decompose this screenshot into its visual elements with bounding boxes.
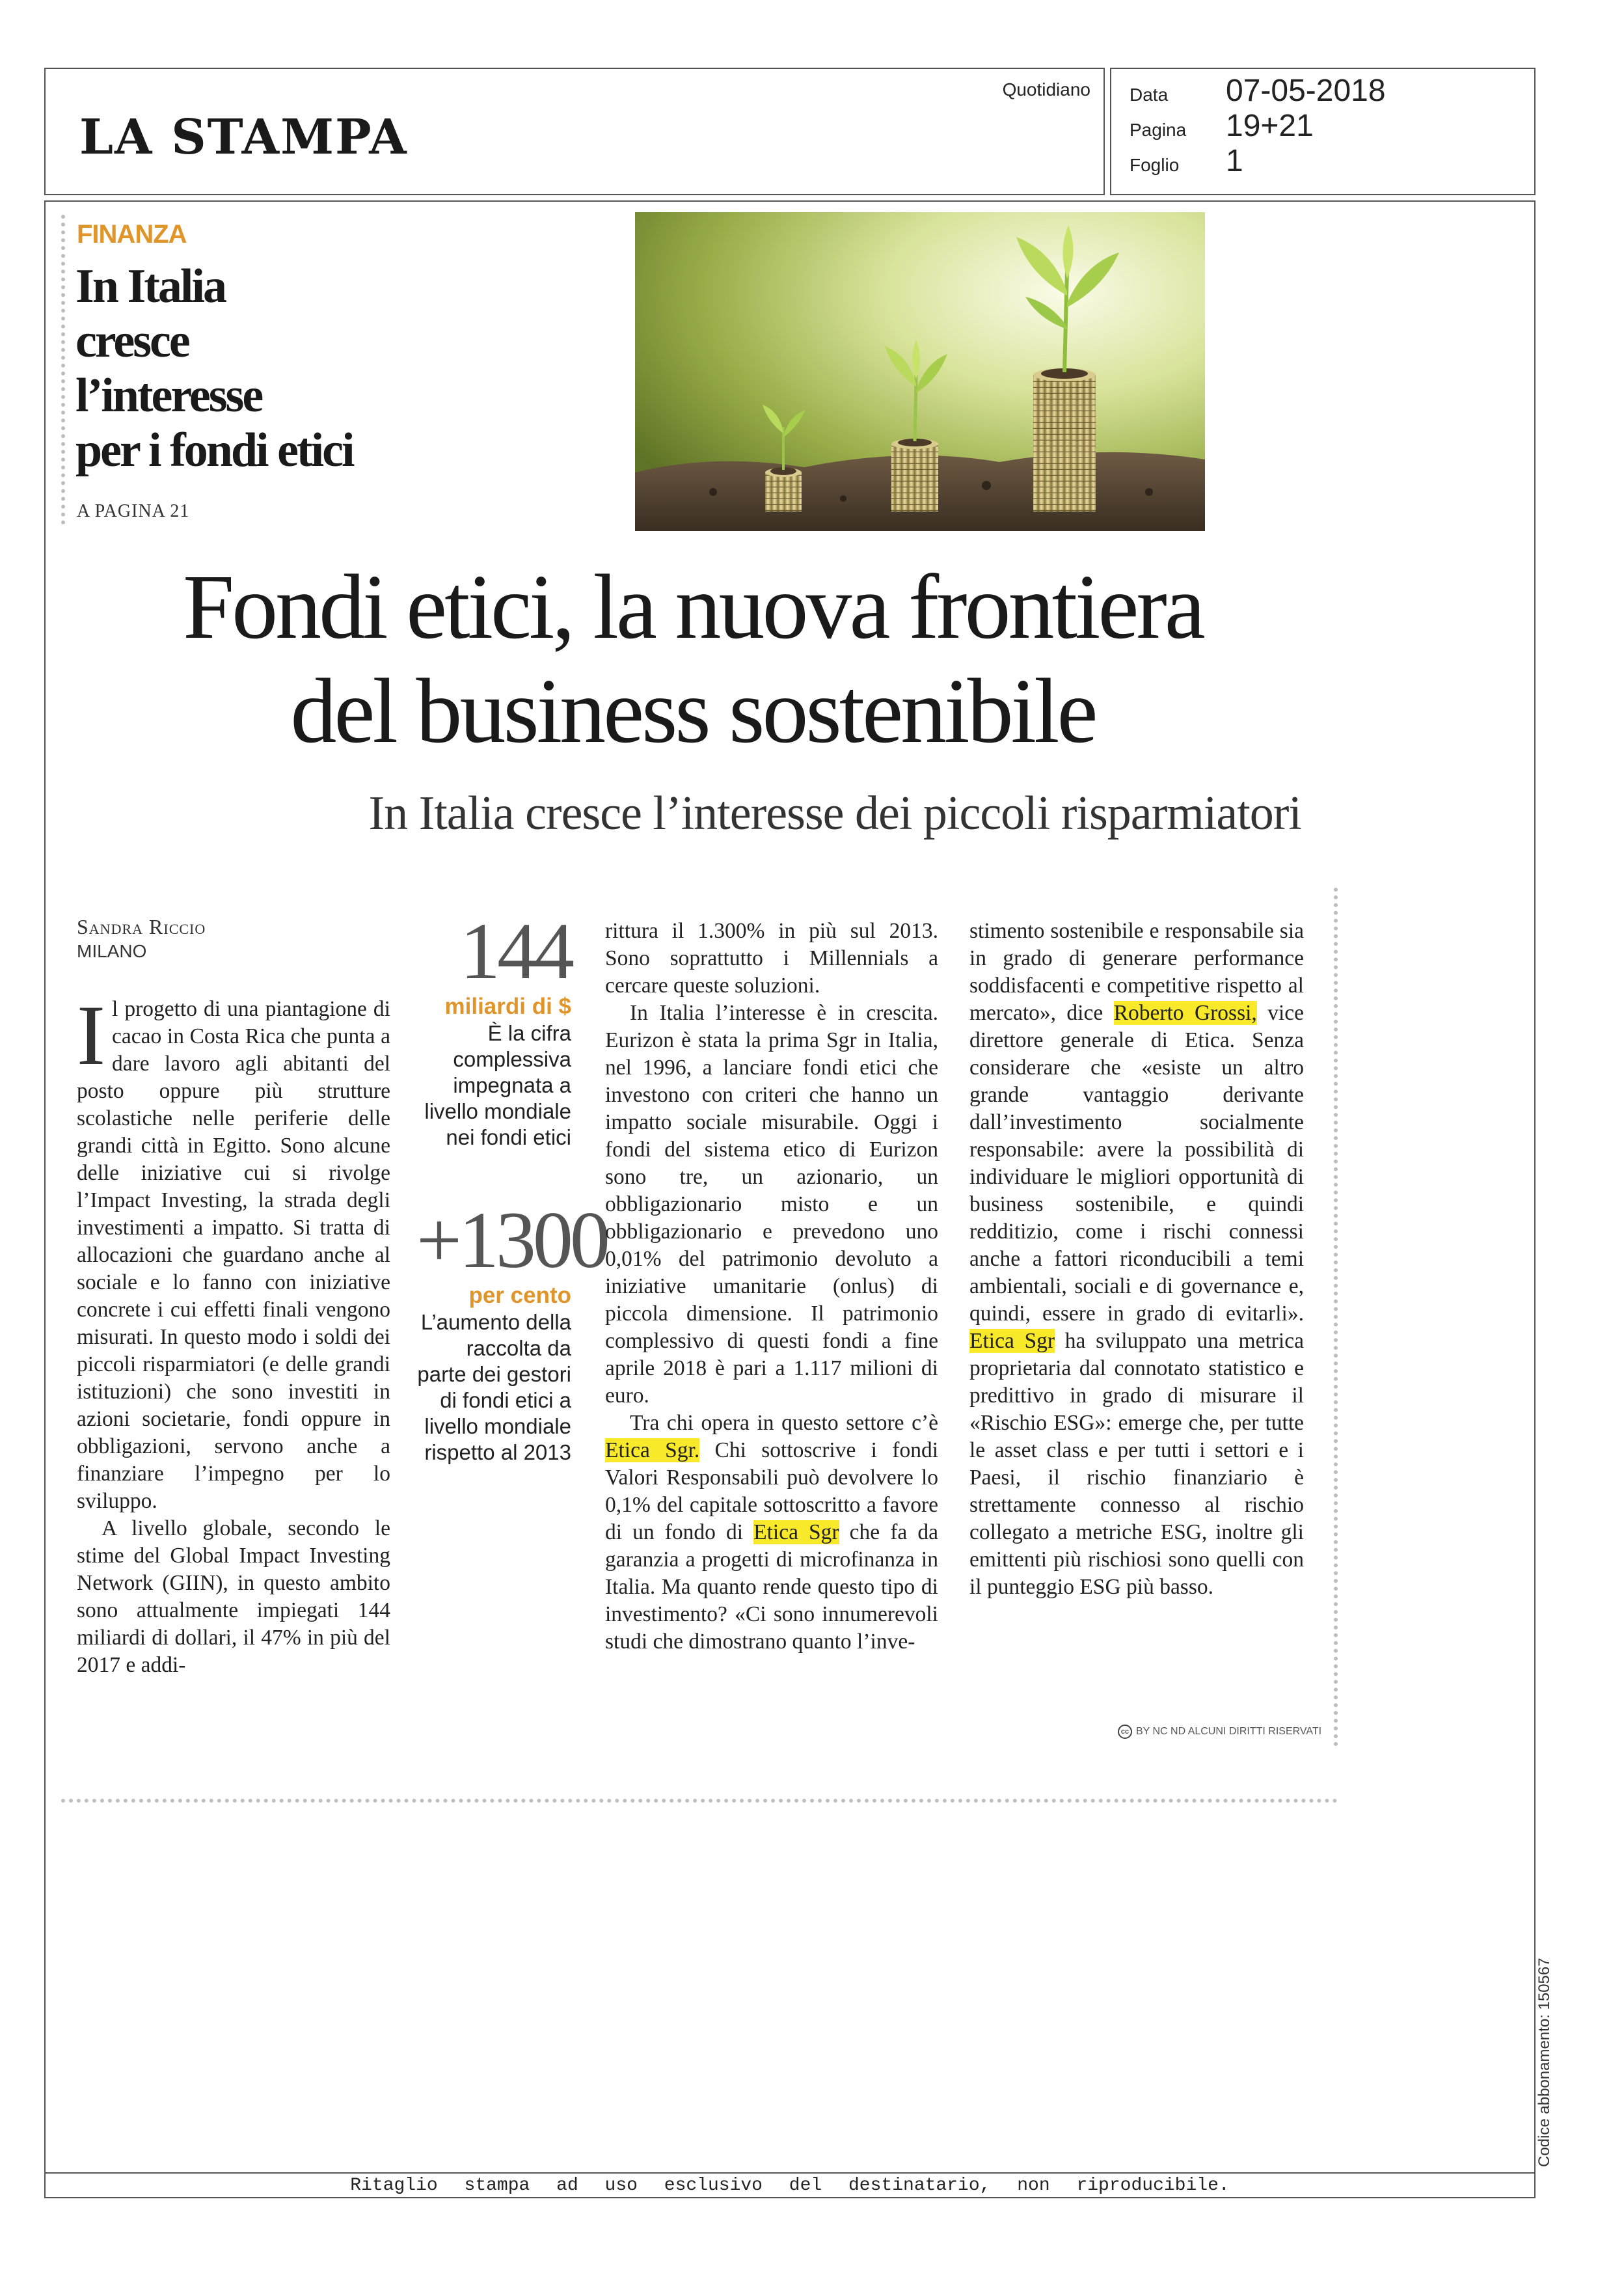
periodicity-label: Quotidiano [1002,79,1090,100]
teaser-title-line: l’interesse [75,369,262,422]
teaser-title-line: In Italia [75,260,226,313]
dateline-location: MILANO [77,941,147,961]
author-byline: Sandra Riccio [77,915,206,938]
paragraph-text: l progetto di una piantagione di cacao in Costa Rica che punta a dare lavoro agli abitanti del posto oppure più strutture scolastiche nelle periferie delle grandi città in Egitto. Sono alcune delle iniziative cui si rivolge l’Impact Investing, la strada degli investimenti a impatto. Si tratta di allocazioni che guardano anche al sociale e lo fanno con iniziative concrete i cui effetti finali vengono misurati. In questo modo i soldi dei piccoli risparmiatori (e delle grandi istituzioni) che sono investiti in azioni societarie, fondi oppure in obbligazioni, servono anche a finanziare l’impegno per lo sviluppo. [77,997,390,1513]
license-note [1118,1725,1321,1739]
drop-cap: I [77,987,105,1083]
stat-unit: miliardi di $ [444,994,571,1019]
seedlings-coins-photo [635,212,1205,531]
highlight-etica-sgr: Etica Sgr. [605,1438,700,1462]
paragraph: In Italia l’interesse è in crescita. Eurizon è stata la prima Sgr in Italia, nel 1996, a lanciare fondi etici che investono con criteri che hanno un impatto sociale misurabile. Oggi i fondi del sistema etico di Eurizon sono tre, un azionario, un obbligazionario misto e un obbligazionario e prevedono uno 0,01% del patrimonio devoluto a iniziative umanitarie (onlus) di piccola dimensione. Il patrimonio complessivo di questi fondi a fine aprile 2018 è pari a 1.117 milioni di euro. [605,1001,938,1408]
masthead-box [44,68,1105,195]
paragraph-text: vice direttore generale di Etica. Senza considerare che «esiste un altro grande vantaggio derivante dall’investimento socialmente responsabile: avere la possibilità di individuare le migliori opportunità di business sostenibile, e quindi redditizio, come i rischi connessi anche a fattori riconducibili a temi ambientali, sociali e di governance e, quindi, essere in grado di evitarli». [969,1001,1304,1326]
teaser-title-line: per i fondi etici [75,424,353,477]
column-dotted-rule [1334,888,1338,1747]
metadata-box [1110,68,1536,195]
highlight-roberto-grossi: Roberto Grossi, [1113,1001,1257,1025]
stat-description: L’aumento della raccolta da parte dei gestori di fondi etici a livello mondiale rispetto al 2013 [417,1310,571,1464]
meta-label: Foglio [1130,155,1180,175]
creative-commons-icon: cc [1118,1725,1132,1739]
paragraph [605,1410,938,1656]
page-reference: A PAGINA 21 [77,501,190,521]
article-column-3 [605,918,938,1656]
subscription-code-text: Codice abbonamento: 150567 [1536,1958,1553,2167]
teaser-title-line: cresce [75,314,189,368]
paragraph: rittura il 1.300% in più sul 2013. Sono soprattutto i Millennials a cercare queste soluzioni. [605,919,938,998]
teaser-dotted-rule [61,215,65,525]
teaser-title [75,259,414,478]
headline-line: del business sostenibile [290,659,1096,762]
headline-line: Fondi etici, la nuova frontiera [183,555,1203,658]
meta-value-date: 07-05-2018 [1226,74,1386,108]
highlight-etica-sgr: Etica Sgr [969,1329,1055,1353]
section-kicker: FINANZA [77,220,187,249]
meta-row-data [1130,73,1386,109]
article-headline [78,554,1308,763]
stat-block [416,907,571,1151]
stat-number: +1300 [416,1195,607,1285]
meta-label: Data [1130,85,1169,105]
seedlings-illustration [635,212,1205,531]
article-column-1 [77,987,390,1679]
clipping-disclaimer: Ritaglio stampa ad uso esclusivo del destinatario, non riproducibile. [44,2172,1536,2198]
stats-sidebar [416,907,607,1466]
meta-label: Pagina [1130,120,1187,140]
paragraph: A livello globale, secondo le stime del Global Impact Investing Network (GIIN), in questo ambito sono attualmente impiegati 144 miliardi di dollari, il 47% in più del 2017 e addi- [77,1516,390,1677]
paragraph-text: che fa da garanzia a progetti di microfinanza in Italia. Ma quanto rende questo tipo di investimento? «Ci sono innumerevoli studi che dimostrano quanto l’inve- [605,1520,938,1654]
article-subheadline: In Italia cresce l’interesse dei piccoli risparmiatori [368,787,1301,840]
bottom-dotted-rule [61,1799,1338,1803]
paragraph-text: ha sviluppato una metrica proprietaria dal connotato statistico e predittivo in grado di misurare il «Rischio ESG»: emerge che, per tutte le asset class e per tutti i settori e i Paesi, il rischio finanziario è strettamente connesso al rischio collegato a metriche ESG, inoltre gli emittenti più rischiosi sono quelli con il punteggio ESG più basso. [969,1329,1304,1599]
highlight-etica-sgr: Etica Sgr [753,1520,839,1544]
paragraph-text: stimento sostenibile e responsabile sia in grado di generare performance soddisfacenti e competitive rispetto al mercato», dice [969,919,1304,1025]
license-text: BY NC ND ALCUNI DIRITTI RISERVATI [1136,1726,1322,1737]
meta-value-sheet: 1 [1226,144,1243,178]
stat-number: 144 [460,907,571,996]
stat-description: È la cifra complessiva impegnata a livello mondiale nei fondi etici [424,1021,571,1149]
meta-row-pagina [1130,108,1314,144]
paragraph-text: Tra chi opera in questo settore c’è [630,1411,938,1435]
stat-unit: per cento [468,1283,571,1308]
paragraph [969,918,1304,1601]
meta-value-page: 19+21 [1226,109,1314,143]
paragraph-text: Chi sottoscrive i fondi Valori Responsabili può devolvere lo 0,1% del capitale sottoscritto a favore di un fondo di [605,1438,939,1544]
masthead-logo: LA STAMPA [79,109,408,165]
paragraph [77,987,390,1515]
article-column-4 [969,918,1304,1601]
meta-row-foglio [1130,143,1243,179]
stat-block [416,1195,607,1466]
